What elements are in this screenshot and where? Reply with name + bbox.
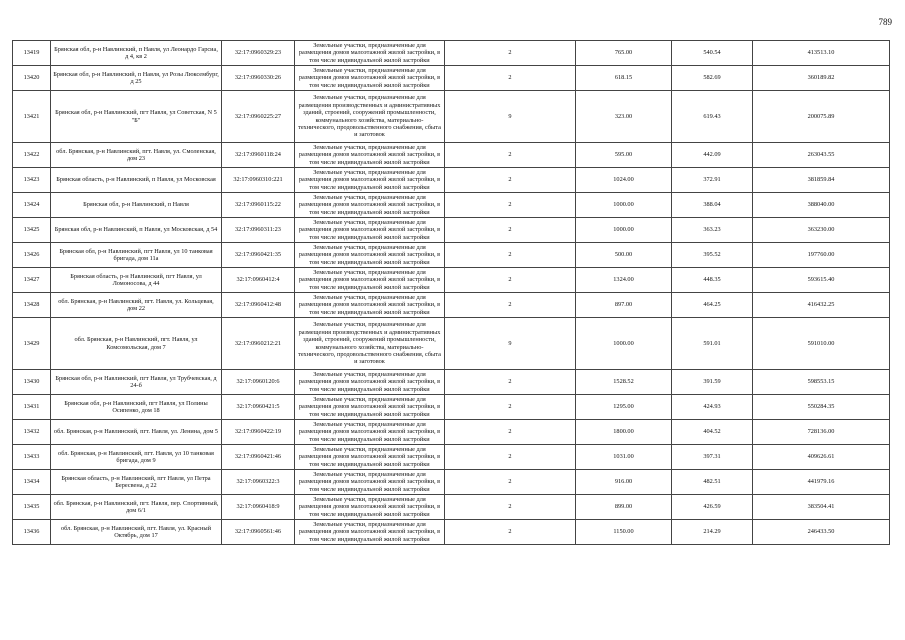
- specific-value-cell: 397.31: [672, 445, 753, 470]
- address-cell: Брянская обл, р-н Навлинский, п Навля, ул Московская, д 54: [51, 218, 222, 243]
- row-number: 13423: [13, 168, 51, 193]
- cadastral-number-cell: 32:17:0960329:23: [222, 41, 295, 66]
- specific-value-cell: 442.09: [672, 143, 753, 168]
- table-row: [13, 318, 890, 370]
- land-registry-table: [12, 40, 890, 545]
- row-number: 13436: [13, 520, 51, 545]
- category-cell: 2: [445, 41, 576, 66]
- category-cell: 2: [445, 193, 576, 218]
- cadastral-number-cell: 32:17:0960412:4: [222, 268, 295, 293]
- cadastral-value-cell: 363230.00: [753, 218, 890, 243]
- area-cell: 1150.00: [576, 520, 672, 545]
- cadastral-value-cell: 413513.10: [753, 41, 890, 66]
- category-cell: 2: [445, 520, 576, 545]
- land-use-cell: Земельные участки, предназначенные для размещения домов малоэтажной жилой застройки, в том числе индивидуальной жилой застройки: [295, 193, 445, 218]
- area-cell: 1024.00: [576, 168, 672, 193]
- category-cell: 2: [445, 243, 576, 268]
- category-cell: 2: [445, 143, 576, 168]
- address-cell: Брянская обл, р-н Навлинский, пгт Навля, ул 10 танковая бригада, дом 11а: [51, 243, 222, 268]
- row-number: 13425: [13, 218, 51, 243]
- land-use-cell: Земельные участки, предназначенные для размещения домов малоэтажной жилой застройки, в том числе индивидуальной жилой застройки: [295, 143, 445, 168]
- row-number: 13430: [13, 370, 51, 395]
- table-row: [13, 293, 890, 318]
- table-row: [13, 143, 890, 168]
- address-cell: Брянская обл, р-н Навлинский, п Навля, ул Розы Люксембург, д 25: [51, 66, 222, 91]
- area-cell: 1031.00: [576, 445, 672, 470]
- cadastral-value-cell: 416432.25: [753, 293, 890, 318]
- area-cell: 1528.52: [576, 370, 672, 395]
- address-cell: обл. Брянская, р-н Навлинский, пгт. Навля, ул Комсомольская, дом 7: [51, 318, 222, 370]
- table-row: [13, 495, 890, 520]
- row-number: 13431: [13, 395, 51, 420]
- address-cell: Брянская область, р-н Навлинский, пгт Навля, ул Петра Бересвена, д 22: [51, 470, 222, 495]
- cadastral-value-cell: 409626.61: [753, 445, 890, 470]
- land-use-cell: Земельные участки, предназначенные для размещения домов малоэтажной жилой застройки, в том числе индивидуальной жилой застройки: [295, 470, 445, 495]
- land-use-cell: Земельные участки, предназначенные для размещения домов малоэтажной жилой застройки, в том числе индивидуальной жилой застройки: [295, 168, 445, 193]
- table-row: [13, 193, 890, 218]
- table-row: [13, 41, 890, 66]
- land-use-cell: Земельные участки, предназначенные для размещения домов малоэтажной жилой застройки, в том числе индивидуальной жилой застройки: [295, 268, 445, 293]
- cadastral-number-cell: 32:17:0960421:35: [222, 243, 295, 268]
- cadastral-value-cell: 263043.55: [753, 143, 890, 168]
- category-cell: 2: [445, 395, 576, 420]
- land-use-cell: Земельные участки, предназначенные для размещения домов малоэтажной жилой застройки, в том числе индивидуальной жилой застройки: [295, 420, 445, 445]
- area-cell: 1295.00: [576, 395, 672, 420]
- row-number: 13432: [13, 420, 51, 445]
- cadastral-number-cell: 32:17:0960225:27: [222, 91, 295, 143]
- table-row: [13, 470, 890, 495]
- area-cell: 618.15: [576, 66, 672, 91]
- address-cell: Брянская обл, р-н Навлинский, пгт Навля, ул Трубчевская, д 24-б: [51, 370, 222, 395]
- category-cell: 2: [445, 445, 576, 470]
- row-number: 13422: [13, 143, 51, 168]
- category-cell: 9: [445, 91, 576, 143]
- cadastral-value-cell: 200075.89: [753, 91, 890, 143]
- cadastral-number-cell: 32:17:0960118:24: [222, 143, 295, 168]
- cadastral-number-cell: 32:17:0960310:221: [222, 168, 295, 193]
- address-cell: обл. Брянская, р-н Навлинский, пгт. Навля, ул 10 танковая бригада, дом 9: [51, 445, 222, 470]
- specific-value-cell: 591.01: [672, 318, 753, 370]
- land-use-cell: Земельные участки, предназначенные для размещения домов малоэтажной жилой застройки, в том числе индивидуальной жилой застройки: [295, 218, 445, 243]
- category-cell: 2: [445, 168, 576, 193]
- land-use-cell: Земельные участки, предназначенные для размещения домов малоэтажной жилой застройки, в том числе индивидуальной жилой застройки: [295, 66, 445, 91]
- specific-value-cell: 424.93: [672, 395, 753, 420]
- area-cell: 916.00: [576, 470, 672, 495]
- row-number: 13419: [13, 41, 51, 66]
- area-cell: 595.00: [576, 143, 672, 168]
- area-cell: 323.00: [576, 91, 672, 143]
- specific-value-cell: 214.29: [672, 520, 753, 545]
- specific-value-cell: 582.69: [672, 66, 753, 91]
- table-row: [13, 91, 890, 143]
- cadastral-value-cell: 383504.41: [753, 495, 890, 520]
- cadastral-number-cell: 32:17:0960561:46: [222, 520, 295, 545]
- address-cell: обл. Брянская, р-н Навлинский, пгт. Навля, ул. Смоленская, дом 23: [51, 143, 222, 168]
- page-number: 789: [878, 17, 892, 27]
- cadastral-number-cell: 32:17:0960412:48: [222, 293, 295, 318]
- specific-value-cell: 404.52: [672, 420, 753, 445]
- category-cell: 9: [445, 318, 576, 370]
- table-row: [13, 520, 890, 545]
- address-cell: обл. Брянская, р-н Навлинский, пгт. Навля, ул. Красный Октябрь, дом 17: [51, 520, 222, 545]
- area-cell: 1800.00: [576, 420, 672, 445]
- table-body: [13, 41, 890, 545]
- cadastral-value-cell: 441979.16: [753, 470, 890, 495]
- table-row: [13, 243, 890, 268]
- land-use-cell: Земельные участки, предназначенные для размещения домов малоэтажной жилой застройки, в том числе индивидуальной жилой застройки: [295, 520, 445, 545]
- specific-value-cell: 395.52: [672, 243, 753, 268]
- address-cell: Брянская обл, р-н Навлинский, п Навля: [51, 193, 222, 218]
- address-cell: Брянская обл, р-н Навлинский, п Навля, ул Леонардо Гарсиа, д 4, кв 2: [51, 41, 222, 66]
- category-cell: 2: [445, 470, 576, 495]
- cadastral-value-cell: 728136.00: [753, 420, 890, 445]
- land-use-cell: Земельные участки, предназначенные для размещения производственных и административных зданий, строений, сооружений промышленности, коммунального хозяйства, материально-технического, продовольственного снабжения, сбыта и заготовок: [295, 318, 445, 370]
- specific-value-cell: 540.54: [672, 41, 753, 66]
- cadastral-value-cell: 197760.00: [753, 243, 890, 268]
- cadastral-value-cell: 591010.00: [753, 318, 890, 370]
- row-number: 13421: [13, 91, 51, 143]
- category-cell: 2: [445, 268, 576, 293]
- land-use-cell: Земельные участки, предназначенные для размещения производственных и административных зданий, строений, сооружений промышленности, коммунального хозяйства, материально-технического, продовольственного снабжения, сбыта и заготовок: [295, 91, 445, 143]
- area-cell: 1000.00: [576, 318, 672, 370]
- row-number: 13427: [13, 268, 51, 293]
- row-number: 13435: [13, 495, 51, 520]
- address-cell: обл. Брянская, р-н Навлинский, пгт. Навля, ул. Кольцевая, дом 22: [51, 293, 222, 318]
- cadastral-number-cell: 32:17:0960322:3: [222, 470, 295, 495]
- land-use-cell: Земельные участки, предназначенные для размещения домов малоэтажной жилой застройки, в том числе индивидуальной жилой застройки: [295, 41, 445, 66]
- cadastral-number-cell: 32:17:0960120:6: [222, 370, 295, 395]
- area-cell: 765.00: [576, 41, 672, 66]
- table-row: [13, 66, 890, 91]
- specific-value-cell: 391.59: [672, 370, 753, 395]
- cadastral-number-cell: 32:17:0960421:5: [222, 395, 295, 420]
- category-cell: 2: [445, 293, 576, 318]
- row-number: 13429: [13, 318, 51, 370]
- row-number: 13428: [13, 293, 51, 318]
- table-row: [13, 370, 890, 395]
- cadastral-value-cell: 593615.40: [753, 268, 890, 293]
- table-row: [13, 420, 890, 445]
- category-cell: 2: [445, 495, 576, 520]
- address-cell: обл. Брянская, р-н Навлинский, пгт. Навля, пер. Спортивный, дом 6/1: [51, 495, 222, 520]
- specific-value-cell: 619.43: [672, 91, 753, 143]
- land-use-cell: Земельные участки, предназначенные для размещения домов малоэтажной жилой застройки, в том числе индивидуальной жилой застройки: [295, 370, 445, 395]
- cadastral-value-cell: 381859.84: [753, 168, 890, 193]
- address-cell: Брянская область, р-н Навлинский, пгт Навля, ул Ломоносова, д 44: [51, 268, 222, 293]
- land-use-cell: Земельные участки, предназначенные для размещения домов малоэтажной жилой застройки, в том числе индивидуальной жилой застройки: [295, 293, 445, 318]
- specific-value-cell: 426.59: [672, 495, 753, 520]
- area-cell: 500.00: [576, 243, 672, 268]
- area-cell: 1000.00: [576, 218, 672, 243]
- area-cell: 1324.00: [576, 268, 672, 293]
- specific-value-cell: 482.51: [672, 470, 753, 495]
- land-use-cell: Земельные участки, предназначенные для размещения домов малоэтажной жилой застройки, в том числе индивидуальной жилой застройки: [295, 445, 445, 470]
- table-row: [13, 268, 890, 293]
- cadastral-number-cell: 32:17:0960212:21: [222, 318, 295, 370]
- cadastral-value-cell: 388040.00: [753, 193, 890, 218]
- address-cell: Брянская область, р-н Навлинский, п Навля, ул Московская: [51, 168, 222, 193]
- cadastral-value-cell: 360189.82: [753, 66, 890, 91]
- land-use-cell: Земельные участки, предназначенные для размещения домов малоэтажной жилой застройки, в том числе индивидуальной жилой застройки: [295, 495, 445, 520]
- land-use-cell: Земельные участки, предназначенные для размещения домов малоэтажной жилой застройки, в том числе индивидуальной жилой застройки: [295, 395, 445, 420]
- category-cell: 2: [445, 420, 576, 445]
- land-use-cell: Земельные участки, предназначенные для размещения домов малоэтажной жилой застройки, в том числе индивидуальной жилой застройки: [295, 243, 445, 268]
- row-number: 13433: [13, 445, 51, 470]
- cadastral-value-cell: 598553.15: [753, 370, 890, 395]
- category-cell: 2: [445, 218, 576, 243]
- area-cell: 899.00: [576, 495, 672, 520]
- specific-value-cell: 363.23: [672, 218, 753, 243]
- row-number: 13420: [13, 66, 51, 91]
- cadastral-number-cell: 32:17:0960422:19: [222, 420, 295, 445]
- cadastral-value-cell: 246433.50: [753, 520, 890, 545]
- specific-value-cell: 464.25: [672, 293, 753, 318]
- area-cell: 1000.00: [576, 193, 672, 218]
- table-row: [13, 168, 890, 193]
- cadastral-number-cell: 32:17:0960330:26: [222, 66, 295, 91]
- cadastral-number-cell: 32:17:0960311:23: [222, 218, 295, 243]
- row-number: 13434: [13, 470, 51, 495]
- cadastral-value-cell: 550284.35: [753, 395, 890, 420]
- category-cell: 2: [445, 370, 576, 395]
- cadastral-number-cell: 32:17:0960421:46: [222, 445, 295, 470]
- address-cell: Брянская обл, р-н Навлинский, пгт Навля, ул Советская, N 5 "Б": [51, 91, 222, 143]
- address-cell: обл. Брянская, р-н Навлинский, пгт. Навля, ул. Ленина, дом 5: [51, 420, 222, 445]
- cadastral-number-cell: 32:17:0960418:9: [222, 495, 295, 520]
- area-cell: 897.00: [576, 293, 672, 318]
- row-number: 13424: [13, 193, 51, 218]
- specific-value-cell: 448.35: [672, 268, 753, 293]
- table-row: [13, 445, 890, 470]
- category-cell: 2: [445, 66, 576, 91]
- cadastral-number-cell: 32:17:0960115:22: [222, 193, 295, 218]
- specific-value-cell: 372.91: [672, 168, 753, 193]
- table-row: [13, 218, 890, 243]
- address-cell: Брянская обл, р-н Навлинский, пгт Навля, ул Полины Осипенко, дом 18: [51, 395, 222, 420]
- specific-value-cell: 388.04: [672, 193, 753, 218]
- table-row: [13, 395, 890, 420]
- row-number: 13426: [13, 243, 51, 268]
